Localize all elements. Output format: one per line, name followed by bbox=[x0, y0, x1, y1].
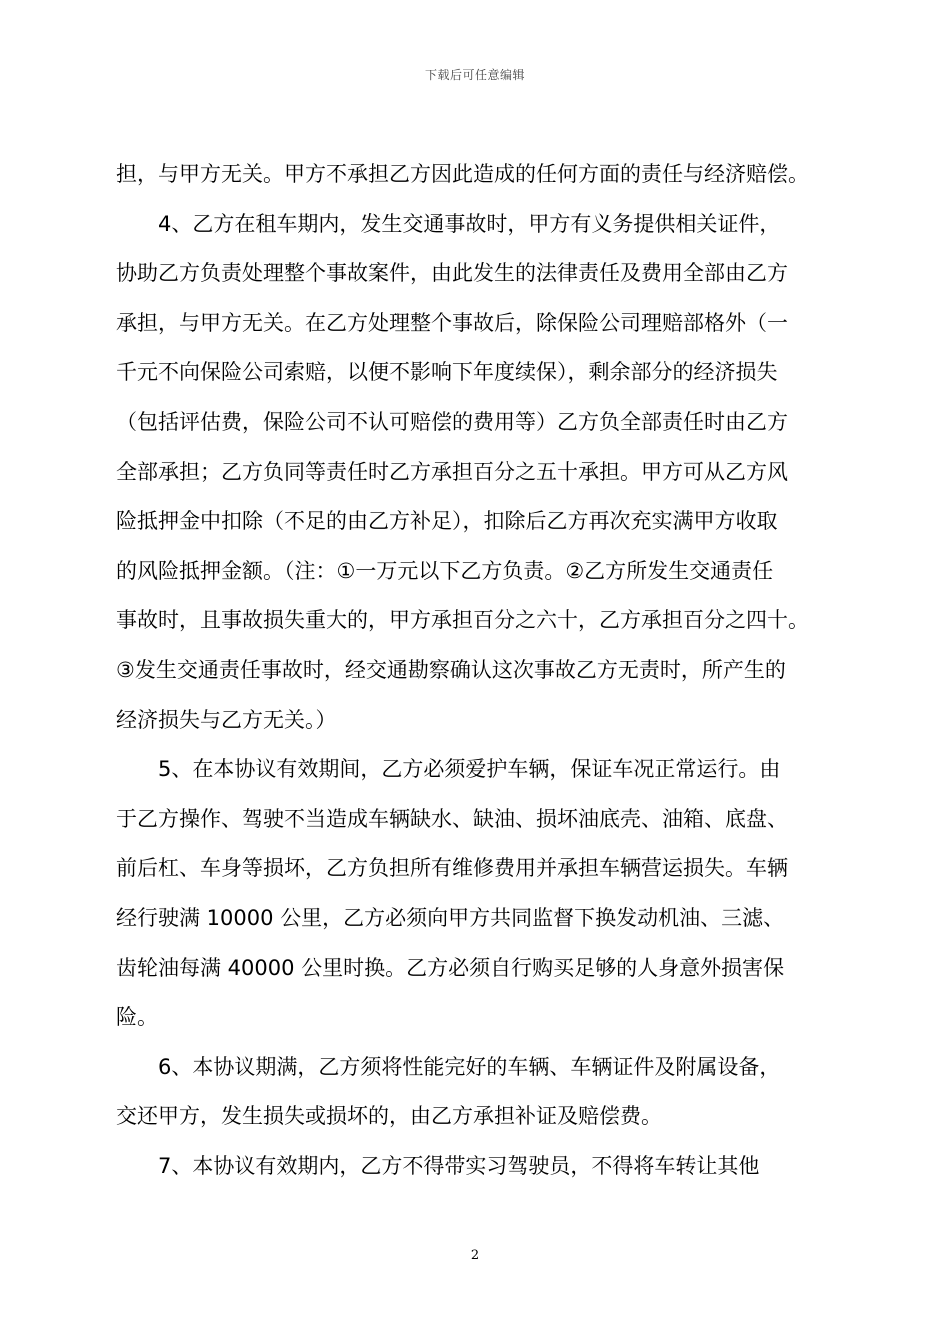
text-line: 担，与甲方无关。甲方不承担乙方因此造成的任何方面的责任与经济赔偿。 bbox=[116, 162, 809, 186]
text-line: 的风险抵押金额。（注：①一万元以下乙方负责。②乙方所发生交通责任 bbox=[116, 558, 774, 583]
text-line: 全部承担；乙方负同等责任时乙方承担百分之五十承担。甲方可从乙方风 bbox=[116, 459, 788, 484]
text-line: ③发生交通责任事故时，经交通勘察确认这次事故乙方无责时，所产生的 bbox=[116, 657, 786, 682]
text-line: 协助乙方负责处理整个事故案件，由此发生的法律责任及费用全部由乙方 bbox=[116, 261, 788, 286]
clause-7-start: 7、本协议有效期内，乙方不得带实习驾驶员，不得将车转让其他 bbox=[158, 1153, 760, 1178]
text-line: 险抵押金中扣除（不足的由乙方补足），扣除后乙方再次充实满甲方收取 bbox=[116, 509, 778, 534]
clause-5-start: 5、在本协议有效期间，乙方必须爱护车辆，保证车况正常运行。由 bbox=[158, 757, 781, 782]
text-line: （包括评估费，保险公司不认可赔偿的费用等）乙方负全部责任时由乙方 bbox=[116, 409, 788, 434]
text-line: 齿轮油每满 40000 公里时换。乙方必须自行购买足够的人身意外损害保 bbox=[116, 955, 785, 980]
document-body bbox=[116, 150, 844, 1191]
text-line: 事故时，且事故损失重大的，甲方承担百分之六十，乙方承担百分之四十。 bbox=[116, 608, 809, 633]
page-header: 下载后可任意编辑 bbox=[424, 68, 525, 82]
text-line: 前后杠、车身等损坏，乙方负担所有维修费用并承担车辆营运损失。车辆 bbox=[116, 856, 788, 881]
clause-6-start: 6、本协议期满，乙方须将性能完好的车辆、车辆证件及附属设备， bbox=[158, 1054, 781, 1079]
text-line: 于乙方操作、驾驶不当造成车辆缺水、缺油、损坏油底壳、油箱、底盘、 bbox=[116, 806, 788, 831]
text-line: 交还甲方，发生损失或损坏的，由乙方承担补证及赔偿费。 bbox=[116, 1104, 662, 1129]
text-line: 险。 bbox=[116, 1005, 158, 1030]
text-line: 承担，与甲方无关。在乙方处理整个事故后，除保险公司理赔部格外（一 bbox=[116, 310, 788, 335]
text-line: 千元不向保险公司索赔，以便不影响下年度续保），剩余部分的经济损失 bbox=[116, 360, 778, 385]
text-line: 经济损失与乙方无关。） bbox=[116, 707, 337, 732]
clause-4-start: 4、乙方在租车期内，发生交通事故时，甲方有义务提供相关证件， bbox=[158, 211, 781, 236]
text-line: 经行驶满 10000 公里，乙方必须向甲方共同监督下换发动机油、三滤、 bbox=[116, 905, 785, 930]
page-number: 2 bbox=[470, 1248, 480, 1263]
